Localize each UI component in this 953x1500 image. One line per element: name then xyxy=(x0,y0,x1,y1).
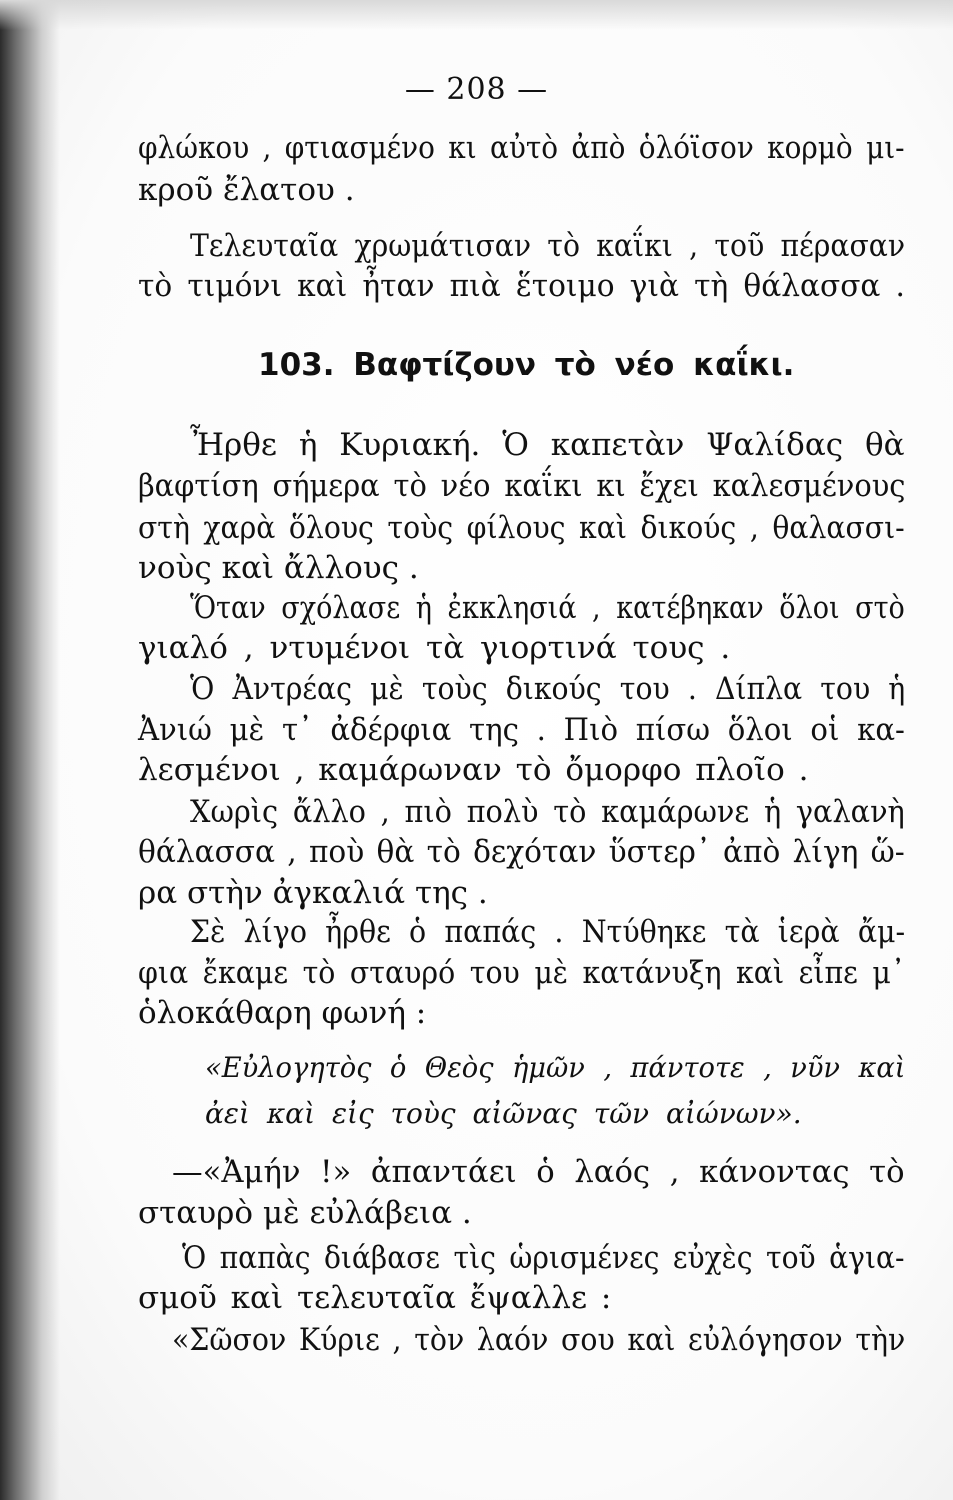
text-line: Σὲ λίγο ἦρθε ὁ παπάς . Ντύθηκε τὰ ἱερὰ ἄμ- xyxy=(190,914,906,950)
text-line: τὸ τιμόνι καὶ ἦταν πιὰ ἕτοιμο γιὰ τὴ θάλασσα . xyxy=(138,268,905,304)
page-top-shadow xyxy=(0,0,953,30)
text-line: στὴ χαρὰ ὅλους τοὺς φίλους καὶ δικούς , θαλασσι- xyxy=(138,510,905,546)
text-line: ὁλοκάθαρη φωνή : xyxy=(138,995,427,1031)
page-number: — 208 — xyxy=(404,72,549,107)
text-line: φλώκου , φτιασμένο κι αὐτὸ ἀπὸ ὁλόϊσον κορμὸ μι- xyxy=(138,130,905,166)
text-line: ρα στὴν ἀγκαλιά της . xyxy=(138,875,488,911)
text-line: λεσμένοι , καμάρωναν τὸ ὄμορφο πλοῖο . xyxy=(138,752,809,788)
text-line: Ἀνιώ μὲ τ᾽ ἀδέρφια της . Πιὸ πίσω ὅλοι οἱ κα- xyxy=(138,712,905,748)
text-line: νοὺς καὶ ἄλλους . xyxy=(138,550,419,586)
text-line: Ὁ παπὰς διάβασε τὶς ὡρισμένες εὐχὲς τοῦ ἁγια- xyxy=(182,1240,905,1276)
text-line: σταυρὸ μὲ εὐλάβεια . xyxy=(138,1195,472,1231)
text-line: —«Ἀμήν !» ἀπαντάει ὁ λαός , κάνοντας τὸ xyxy=(172,1154,905,1190)
quoted-prayer-line: «Εὐλογητὸς ὁ Θεὸς ἡμῶν , πάντοτε , νῦν καὶ xyxy=(205,1051,906,1084)
text-line: Χωρὶς ἄλλο , πιὸ πολὺ τὸ καμάρωνε ἡ γαλανὴ xyxy=(190,794,905,830)
text-line: θάλασσα , ποὺ θὰ τὸ δεχόταν ὕστερ᾽ ἀπὸ λίγη ὥ- xyxy=(138,834,905,870)
quoted-prayer-line: ἀεὶ καὶ εἰς τοὺς αἰῶνας τῶν αἰώνων». xyxy=(205,1097,802,1130)
text-line: Ὁ Ἀντρέας μὲ τοὺς δικούς του . Δίπλα του ἡ xyxy=(190,671,906,707)
text-line: φια ἔκαμε τὸ σταυρό του μὲ κατάνυξη καὶ εἶπε μ᾽ xyxy=(138,955,906,991)
page-gutter-shadow xyxy=(0,0,60,1500)
text-line: Ἦρθε ἡ Κυριακή. Ὁ καπετὰν Ψαλίδας θὰ xyxy=(190,427,905,463)
text-line: σμοῦ καὶ τελευταῖα ἔψαλλε : xyxy=(138,1280,612,1316)
text-line: Ὅταν σχόλασε ἡ ἐκκλησιά , κατέβηκαν ὅλοι στὸ xyxy=(190,590,905,626)
text-line: κροῦ ἔλατου . xyxy=(138,172,355,208)
section-heading: 103. Βαφτίζουν τὸ νέο καΐκι. xyxy=(258,347,795,383)
text-line: Τελευταῖα χρωμάτισαν τὸ καΐκι , τοῦ πέρασαν xyxy=(190,228,906,264)
text-line: βαφτίση σήμερα τὸ νέο καΐκι κι ἔχει καλεσμένους xyxy=(138,468,906,504)
text-line: γιαλό , ντυμένοι τὰ γιορτινά τους . xyxy=(138,630,731,666)
text-line: «Σῶσον Κύριε , τὸν λαόν σου καὶ εὐλόγησον τὴν xyxy=(172,1322,906,1358)
